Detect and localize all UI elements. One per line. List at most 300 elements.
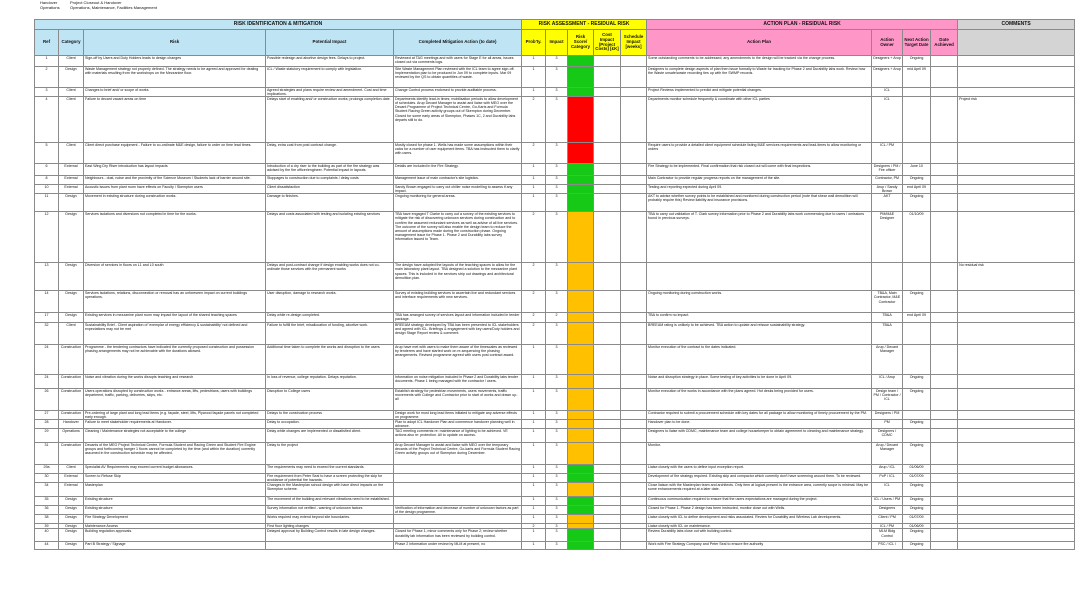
cell-risk-score	[568, 410, 594, 419]
top-note-value: Operations, Maintenance, Facilities Management	[70, 5, 157, 10]
cell-comments	[958, 344, 1075, 374]
cell-risk: Existing structure	[84, 506, 266, 515]
cell-risk: Sign-off by Users and Duty Holders leads to design changes	[84, 56, 266, 67]
cell-action-plan: Closed for Phase 1. Phase 2 design has been instructed, monitor close out with Wells.	[647, 506, 872, 515]
cell-ref: 40	[35, 529, 59, 542]
cell-action-plan: TBA to confirm no impact.	[647, 313, 872, 322]
col-date-achieved: Date Achieved	[931, 30, 958, 56]
cell-action-owner: AKT	[872, 194, 903, 212]
cell-impact-score: 3	[546, 410, 568, 419]
cell-action-owner: TB&A, Main Contractor, M&E Contractor	[872, 291, 903, 313]
table-row	[35, 67, 1075, 88]
cell-impact-score: 3	[546, 67, 568, 88]
cell-category: External	[59, 164, 84, 176]
cell-risk: Changes to brief and/ or scope of works	[84, 88, 266, 97]
cell-next-target: end April 09	[903, 185, 931, 194]
cell-action-owner: ICL / Users / PM	[872, 497, 903, 506]
cell-comments	[958, 291, 1075, 313]
cell-impact: Possible redesign and abortive design fees. Delays to project.	[266, 56, 394, 67]
cell-risk-score	[568, 483, 594, 497]
table-row	[35, 464, 1075, 473]
cell-comments	[958, 473, 1075, 482]
cell-impact-score: 3	[546, 322, 568, 344]
risk-register-table	[34, 19, 1075, 550]
cell-impact-score: 3	[546, 56, 568, 67]
cell-completed-action	[394, 483, 522, 497]
cell-impact-score: 3	[546, 524, 568, 529]
cell-action-owner: Design team / PM / Contractor / ICL	[872, 388, 903, 410]
table-row	[35, 419, 1075, 428]
top-note-value: Project Closeout & Handover	[70, 0, 122, 5]
cell-probability: 2	[522, 322, 546, 344]
cell-cost-impact	[594, 185, 621, 194]
cell-ref: 1	[35, 56, 59, 67]
cell-action-owner: Arup / ICL	[872, 464, 903, 473]
cell-ref: 36	[35, 506, 59, 515]
cell-comments	[958, 164, 1075, 176]
cell-action-plan: Main Contractor to provide regular progress reports on the management of the site.	[647, 176, 872, 185]
cell-next-target: 01/07/09	[903, 515, 931, 524]
cell-probability: 1	[522, 473, 546, 482]
cell-risk-score	[568, 428, 594, 442]
group-identification: RISK IDENTIFICATION & MITIGATION	[35, 20, 522, 30]
cell-ref: 29	[35, 428, 59, 442]
cell-impact: Delays to the construction process	[266, 410, 394, 419]
cell-schedule-impact	[621, 497, 647, 506]
cell-risk-score	[568, 56, 594, 67]
cell-action-owner: Arup / Decant Manager	[872, 344, 903, 374]
cell-action-owner: Designers + Arup	[872, 67, 903, 88]
cell-impact: Delay to occupation.	[266, 419, 394, 428]
cell-completed-action: Arup Decant Manager to assist and liaise with MEO over the temporary decants of the Project Technical Centre, Go-karts and Formula Student Racing Green activity groups out of Skempton during December.	[394, 442, 522, 464]
cell-probability: 2	[522, 212, 546, 263]
col-impact-score: Impact	[546, 30, 568, 56]
cell-probability: 1	[522, 419, 546, 428]
cell-completed-action: Change Control process endorsed to provide auditable process.	[394, 88, 522, 97]
cell-category: Design	[59, 212, 84, 263]
cell-impact-score: 3	[546, 143, 568, 164]
cell-cost-impact	[594, 529, 621, 542]
cell-ref: 2	[35, 67, 59, 88]
cell-completed-action: Closed for Phase 1, minor comments only for Phase 2; review whether durability lab information has been reviewed by building control.	[394, 529, 522, 542]
cell-action-owner: Designers / PM / Fire officer	[872, 164, 903, 176]
cell-ref: 24	[35, 374, 59, 388]
cell-next-target: Ongoing	[903, 374, 931, 388]
cell-action-owner: Arup / Decant Manager	[872, 442, 903, 464]
cell-probability: 1	[522, 344, 546, 374]
cell-next-target: Ongoing	[903, 194, 931, 212]
cell-risk: Failure to decant vacant areas on time	[84, 97, 266, 143]
cell-impact-score: 3	[546, 515, 568, 524]
cell-risk-score	[568, 176, 594, 185]
table-row	[35, 176, 1075, 185]
cell-schedule-impact	[621, 410, 647, 419]
cell-completed-action: Details are included in the Fire Strategy.	[394, 164, 522, 176]
cell-action-plan: Liaise closely with the users to define input exception report.	[647, 464, 872, 473]
table-row	[35, 497, 1075, 506]
table-row	[35, 410, 1075, 419]
cell-action-owner: MLM Bldg Control	[872, 529, 903, 542]
cell-category: Client	[59, 97, 84, 143]
cell-next-target: 01/07/09	[903, 473, 931, 482]
cell-schedule-impact	[621, 194, 647, 212]
cell-probability: 1	[522, 410, 546, 419]
cell-impact-score: 3	[546, 212, 568, 263]
cell-completed-action: Phase 2 information under review by MLM at present, no	[394, 542, 522, 550]
cell-impact: Agreed strategies and plans require review and amendment. Cost and time implications.	[266, 88, 394, 97]
col-comments	[958, 30, 1075, 56]
cell-ref: 3	[35, 88, 59, 97]
cell-action-plan: Development of fire strategy required. Existing skip and compactor which currently don't have screening around them. To be reviewed.	[647, 473, 872, 482]
cell-impact-score: 3	[546, 442, 568, 464]
cell-probability: 1	[522, 164, 546, 176]
col-action-plan: Action Plan	[647, 30, 872, 56]
cell-impact-score: 3	[546, 176, 568, 185]
cell-category: Client	[59, 322, 84, 344]
cell-action-plan: Monitor.	[647, 442, 872, 464]
cell-date-achieved	[931, 529, 958, 542]
cell-risk-score	[568, 344, 594, 374]
cell-cost-impact	[594, 164, 621, 176]
cell-risk-score	[568, 374, 594, 388]
cell-cost-impact	[594, 374, 621, 388]
cell-action-plan: Departments monitor schedule frequently & coordinate with other ICL parties	[647, 97, 872, 143]
cell-date-achieved	[931, 542, 958, 550]
cell-category: Design	[59, 291, 84, 313]
group-comments: COMMENTS	[958, 20, 1075, 30]
cell-action-owner: Designers	[872, 506, 903, 515]
cell-schedule-impact	[621, 56, 647, 67]
cell-risk: Noise and vibration during the works disrupts teaching and research	[84, 374, 266, 388]
cell-category: Design	[59, 524, 84, 529]
table-row	[35, 344, 1075, 374]
cell-probability: 1	[522, 194, 546, 212]
col-schedule-impact: Schedule Impact [weeks]	[621, 30, 647, 56]
cell-completed-action: Sandy Brown engaged to carry out chiller noise modelling to assess if any impact.	[394, 185, 522, 194]
cell-completed-action: Mostly closed for phase 1. Wells has made some assumptions within their calcs for a number of user equipment items. TBA has instructed them to clarify with users.	[394, 143, 522, 164]
cell-comments	[958, 56, 1075, 67]
cell-action-owner: PM	[872, 419, 903, 428]
cell-next-target: Ongoing	[903, 483, 931, 497]
cell-action-plan: Liaise closely with ICL to define development and risks associated. Review for Durability and Wireless Lab developments.	[647, 515, 872, 524]
cell-risk: Client direct purchase equipment - Failure to co-ordinate M&E design, failure to order on time lead times.	[84, 143, 266, 164]
cell-action-owner: Client / PM	[872, 515, 903, 524]
cell-risk: Pre-ordering of large plant and long lead items (e.g. façade, steel, lifts, Plywood façade panels not completed early enough.	[84, 410, 266, 419]
cell-probability: 1	[522, 529, 546, 542]
cell-probability: 2	[522, 263, 546, 291]
cell-cost-impact	[594, 442, 621, 464]
cell-impact: First floor lighting changes	[266, 524, 394, 529]
cell-schedule-impact	[621, 374, 647, 388]
cell-action-plan: Testing and reporting expected during April 09.	[647, 185, 872, 194]
col-action-owner: Action Owner	[872, 30, 903, 56]
cell-action-plan	[647, 263, 872, 291]
cell-category: Design	[59, 194, 84, 212]
cell-ref: 32	[35, 322, 59, 344]
cell-impact: Works required may extend beyond site boundaries.	[266, 515, 394, 524]
cell-action-owner: PoP / ICL	[872, 473, 903, 482]
cell-action-plan: Require users to provide a detailed client equipment schedule listing M&E services requirements and lead-times to allow monitoring or orders	[647, 143, 872, 164]
cell-impact: Introduction of a dry riser to the building as part of the fire strategy was advised by the fire officer/engineer. Potential impact in layouts.	[266, 164, 394, 176]
cell-schedule-impact	[621, 506, 647, 515]
cell-action-owner: ICL / PM	[872, 524, 903, 529]
cell-probability: 1	[522, 464, 546, 473]
cell-probability: 1	[522, 88, 546, 97]
cell-schedule-impact	[621, 542, 647, 550]
cell-impact-score: 3	[546, 263, 568, 291]
cell-completed-action: Establish strategy for pedestrian movements, users movements, traffic movements with College and Contractor prior to start of works and drawn up-all	[394, 388, 522, 410]
cell-completed-action: The design have adopted the layouts of the teaching spaces to allow for the main laboratory plant layout. TBA designed a solution to the mezzanine plant spaces. This is included in the services strip out drawings and architectural demolition plan.	[394, 263, 522, 291]
cell-ref: 13	[35, 263, 59, 291]
cell-next-target: Ongoing	[903, 542, 931, 550]
cell-category: Client	[59, 88, 84, 97]
cell-completed-action: TBA has arranged survey of services layout and information included in tender package.	[394, 313, 522, 322]
cell-risk: Maintenance Access	[84, 524, 266, 529]
cell-ref: 29a	[35, 464, 59, 473]
cell-comments	[958, 410, 1075, 419]
cell-impact-score: 3	[546, 185, 568, 194]
cell-probability: 1	[522, 442, 546, 464]
cell-cost-impact	[594, 212, 621, 263]
cell-ref: 35	[35, 497, 59, 506]
cell-cost-impact	[594, 388, 621, 410]
cell-ref: 8	[35, 176, 59, 185]
cell-next-target: Ongoing	[903, 497, 931, 506]
cell-impact: In loss of revenue, college reputation. Delays reputation.	[266, 374, 394, 388]
cell-impact: Changes in the Masterplan school design with have direct impacts on the Skempton scheme.	[266, 483, 394, 497]
cell-probability: 1	[522, 497, 546, 506]
cell-schedule-impact	[621, 67, 647, 88]
cell-risk-score	[568, 497, 594, 506]
col-ref: Ref	[35, 30, 59, 56]
table-row	[35, 313, 1075, 322]
cell-next-target: 01/06/09	[903, 464, 931, 473]
cell-risk: Decants of the MEO Project Technical Centre, Formula Student and Racing Green and Student Fire Engine groups and forthcoming hanger 1 floors cannot be completed by the time (and within the duration) currently assumed in the construction schedule may be affected.	[84, 442, 266, 464]
cell-risk: Acoustic issues from plant room have effects on Faculty / Skempton users	[84, 185, 266, 194]
cell-impact: Delay while changes are implemented or dissatisfied client.	[266, 428, 394, 442]
cell-impact-score: 3	[546, 464, 568, 473]
cell-impact-score: 3	[546, 388, 568, 410]
cell-impact: Delay to the project	[266, 442, 394, 464]
cell-cost-impact	[594, 464, 621, 473]
cell-date-achieved	[931, 344, 958, 374]
cell-schedule-impact	[621, 442, 647, 464]
cell-risk-score	[568, 442, 594, 464]
cell-date-achieved	[931, 143, 958, 164]
cell-next-target	[903, 88, 931, 97]
cell-category: External	[59, 176, 84, 185]
cell-impact: Delay while re-design completed.	[266, 313, 394, 322]
table-row	[35, 374, 1075, 388]
cell-comments	[958, 313, 1075, 322]
cell-schedule-impact	[621, 143, 647, 164]
cell-action-owner: PSC / ICL /	[872, 542, 903, 550]
cell-comments	[958, 529, 1075, 542]
cell-impact-score: 3	[546, 506, 568, 515]
cell-risk-score	[568, 529, 594, 542]
cell-impact-score: 3	[546, 497, 568, 506]
cell-category: Design	[59, 515, 84, 524]
col-impact: Potential Impact	[266, 30, 394, 56]
cell-next-target	[903, 410, 931, 419]
cell-action-owner: ICL / PM	[872, 143, 903, 164]
cell-next-target: end April 09	[903, 313, 931, 322]
cell-cost-impact	[594, 194, 621, 212]
cell-action-plan: Handover plan to be done.	[647, 419, 872, 428]
cell-impact-score: 3	[546, 542, 568, 550]
cell-impact	[266, 542, 394, 550]
cell-action-owner	[872, 263, 903, 291]
table-row	[35, 263, 1075, 291]
cell-comments	[958, 542, 1075, 550]
col-probability: Prob'ty.	[522, 30, 546, 56]
cell-ref: 30	[35, 473, 59, 482]
cell-action-plan: Ongoing monitoring during construction works.	[647, 291, 872, 313]
cell-action-plan: BREEAM rating is unlikely to be achieved. TBA action to update and reissue sustainability strategy.	[647, 322, 872, 344]
table-row	[35, 291, 1075, 313]
cell-risk-score	[568, 419, 594, 428]
cell-category: Client	[59, 143, 84, 164]
cell-probability: 1	[522, 185, 546, 194]
table-row	[35, 322, 1075, 344]
cell-date-achieved	[931, 515, 958, 524]
cell-schedule-impact	[621, 473, 647, 482]
table-row	[35, 515, 1075, 524]
cell-action-owner: TB&A	[872, 322, 903, 344]
cell-schedule-impact	[621, 515, 647, 524]
cell-risk-score	[568, 313, 594, 322]
cell-comments	[958, 388, 1075, 410]
cell-next-target: Ongoing	[903, 529, 931, 542]
cell-date-achieved	[931, 263, 958, 291]
cell-date-achieved	[931, 185, 958, 194]
cell-cost-impact	[594, 176, 621, 185]
cell-action-plan: Some outstanding comments to be addressed; any amendments to the design will be tracked via the change process.	[647, 56, 872, 67]
cell-action-plan: Monitor execution of the works in accordance with the plans agreed. Hot desks being provided for users.	[647, 388, 872, 410]
cell-impact: Delays and post-contract change if design enabling works does not co-ordinate those services with the permanent works	[266, 263, 394, 291]
cell-risk: Users operations disrupted by construction works - entrance areas, lifts, pedestrians, users with buildings department, traffic, parking, deliveries, skips, etc.	[84, 388, 266, 410]
cell-comments	[958, 88, 1075, 97]
cell-risk: Specialist AV Requirements may exceed current budget allowances.	[84, 464, 266, 473]
cell-probability: 1	[522, 542, 546, 550]
cell-completed-action: TBA have engaged T Clarke to carry out a survey of the existing services to mitigate the risk of discovering unknown services during construction and to confirm the assumed redundant services as well as advise of all live services. The outcome of the survey will also enable the design team to reduce the amount of assumptions made during the construction phase. Ongoing management issue for Phase 1. Phase 2 and Durability labs survey information issued to Team.	[394, 212, 522, 263]
cell-probability: 1	[522, 388, 546, 410]
cell-risk-score	[568, 506, 594, 515]
cell-risk: Failure to meet stakeholder requirements at Handover.	[84, 419, 266, 428]
cell-risk-score	[568, 164, 594, 176]
cell-risk: Masterplan	[84, 483, 266, 497]
cell-date-achieved	[931, 442, 958, 464]
cell-action-plan: Work with Fire Strategy Company and Peter Seal to ensure fire authority	[647, 542, 872, 550]
cell-completed-action: Survey of existing building services to ascertain live and redundant services and interface requirements with new services.	[394, 291, 522, 313]
table-row	[35, 212, 1075, 263]
cell-next-target: Ongoing	[903, 506, 931, 515]
cell-completed-action: Site Waste Management Plan reviewed with the ICL team to agree sign-off. Implementation plan to be produced in Jun 09 to complete inputs. Mar 09 reviewed by the QS to obtain quantities of waste.	[394, 67, 522, 88]
cell-risk-score	[568, 542, 594, 550]
cell-next-target: June 10	[903, 164, 931, 176]
cell-comments	[958, 374, 1075, 388]
cell-category: External	[59, 473, 84, 482]
cell-impact: User disruption, damage to research works.	[266, 291, 394, 313]
cell-next-target: mid April 09	[903, 67, 931, 88]
cell-action-owner: ICL	[872, 88, 903, 97]
cell-impact-score: 3	[546, 344, 568, 374]
cell-impact: Damage to finishes.	[266, 194, 394, 212]
group-assessment: RISK ASSESSMENT - RESIDUAL RISK	[522, 20, 647, 30]
cell-impact: Failure to fulfill the brief, misallocation of funding, abortive work.	[266, 322, 394, 344]
cell-impact-score: 3	[546, 97, 568, 143]
cell-impact: Delays start of enabling and/ or construction works; prolongs completion date.	[266, 97, 394, 143]
cell-schedule-impact	[621, 388, 647, 410]
cell-next-target: 01/10/09	[903, 212, 931, 263]
cell-completed-action: Ongoing monitoring for general areas.	[394, 194, 522, 212]
cell-cost-impact	[594, 419, 621, 428]
cell-probability: 1	[522, 483, 546, 497]
cell-action-plan: Project Reviews implemented to predict and mitigate potential changes.	[647, 88, 872, 97]
cell-probability: 1	[522, 67, 546, 88]
cell-probability: 1	[522, 176, 546, 185]
cell-probability: 1	[522, 374, 546, 388]
cell-risk-score	[568, 515, 594, 524]
cell-date-achieved	[931, 322, 958, 344]
cell-completed-action	[394, 473, 522, 482]
cell-probability: 1	[522, 515, 546, 524]
cell-next-target: Ongoing	[903, 388, 931, 410]
cell-risk-score	[568, 291, 594, 313]
cell-action-plan: AKT to advise whether survey points to be established and monitored during construction period (note that shear wall demolition will probably require this) Review liability and insurance provisions.	[647, 194, 872, 212]
cell-next-target: Ongoing	[903, 176, 931, 185]
cell-cost-impact	[594, 542, 621, 550]
cell-completed-action: Design work for most long lead items initiated to mitigate any adverse effects on programme.	[394, 410, 522, 419]
cell-date-achieved	[931, 483, 958, 497]
cell-ref: 24	[35, 344, 59, 374]
cell-cost-impact	[594, 143, 621, 164]
cell-impact-score: 3	[546, 194, 568, 212]
cell-risk: Existing services in mezzanine plant room may impact the layout of the shared teaching spaces	[84, 313, 266, 322]
cell-action-plan: Contractor required to submit a procurement schedule with key dates for all package to allow monitoring of timely procurement by the PM.	[647, 410, 872, 419]
cell-completed-action	[394, 515, 522, 524]
cell-impact-score: 3	[546, 529, 568, 542]
cell-ref: 6	[35, 164, 59, 176]
cell-date-achieved	[931, 506, 958, 515]
cell-date-achieved	[931, 67, 958, 88]
cell-cost-impact	[594, 497, 621, 506]
cell-action-plan: Liaise closely with ICL on maintenance.	[647, 524, 872, 529]
cell-probability: 1	[522, 506, 546, 515]
cell-next-target: 01/06/09	[903, 524, 931, 529]
cell-action-owner: TB&A	[872, 313, 903, 322]
cell-impact: Client dissatisfaction	[266, 185, 394, 194]
cell-action-owner: ICL	[872, 97, 903, 143]
cell-action-plan: TBA to carry out validation of T. Clark survey information prior to Phase 2 and Durability labs work commencing due to users / omissions found in previous surveys.	[647, 212, 872, 263]
col-risk-score: Risk Score/ Category	[568, 30, 594, 56]
cell-impact: The movement of the building and relevant vibrations need to be established.	[266, 497, 394, 506]
cell-comments: Project risk	[958, 97, 1075, 143]
cell-ref: 5	[35, 143, 59, 164]
cell-completed-action	[394, 464, 522, 473]
cell-impact: Stoppages to construction due to complaints / delay costs	[266, 176, 394, 185]
cell-date-achieved	[931, 176, 958, 185]
cell-action-plan: Noise and disruption strategy in place. Some testing of key activities to be done in April 09.	[647, 374, 872, 388]
cell-impact: Survey information not verified - warning of unknown factors	[266, 506, 394, 515]
cell-action-plan: Continuous communication required to ensure that the users expectations are managed during the project.	[647, 497, 872, 506]
cell-ref: 14	[35, 291, 59, 313]
cell-cost-impact	[594, 313, 621, 322]
cell-risk: Cleaning / Maintenance strategies not acceptable to the college	[84, 428, 266, 442]
cell-category: Construction	[59, 344, 84, 374]
cell-ref: 28	[35, 419, 59, 428]
cell-category: Client	[59, 56, 84, 67]
